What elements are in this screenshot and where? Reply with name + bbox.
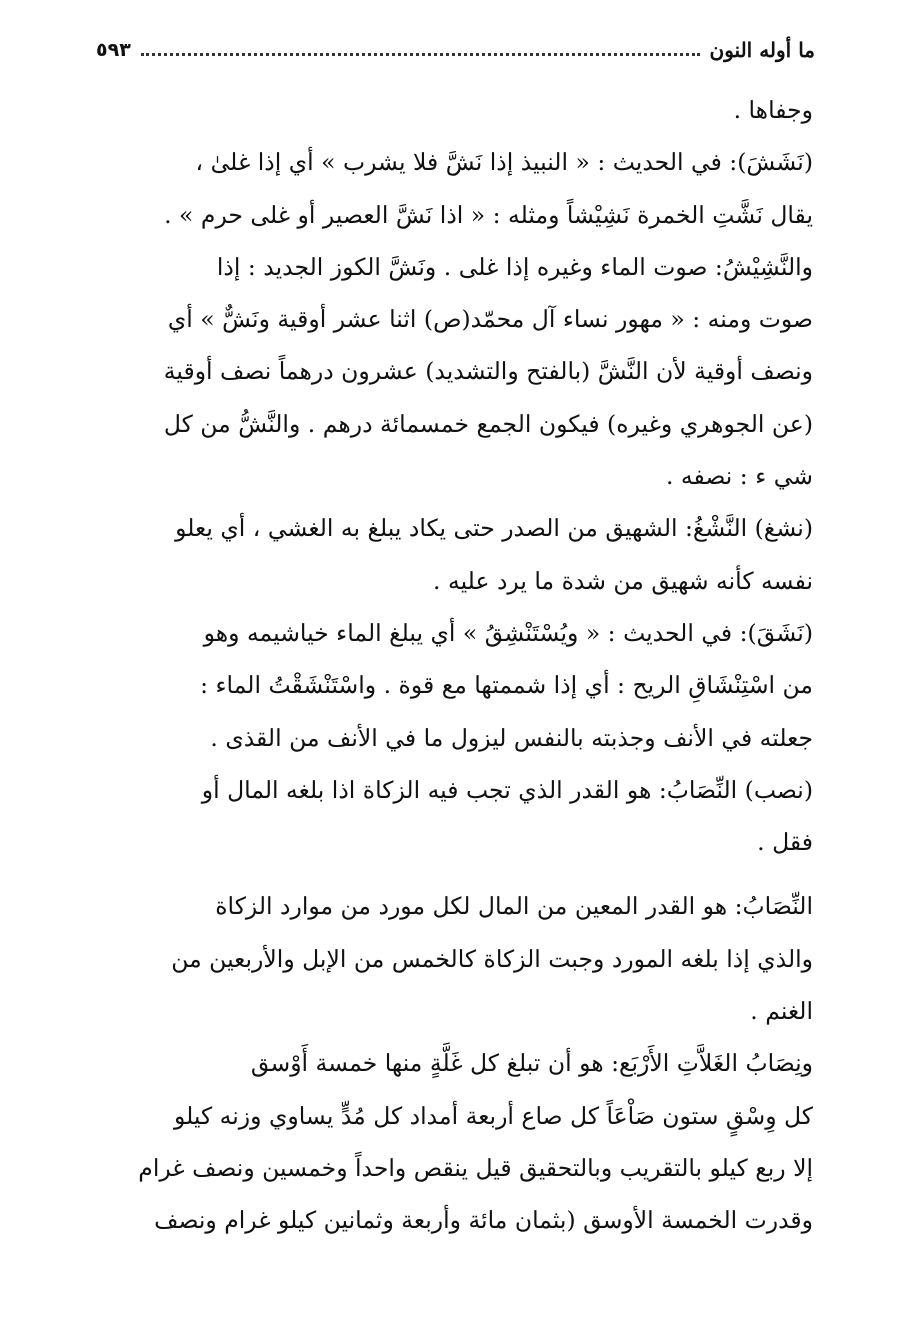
text-line: صوت ومنه : « مهور نساء آل محمّد(ص) اثنا عشر أوقية ونَشٌّ » أي [167, 305, 813, 334]
dot-leader [141, 53, 700, 56]
text-line: ونصف أوقية لأن النَّشَّ (بالفتح والتشديد) عشرون درهماً نصف أوقية [163, 357, 813, 386]
text-line: (نصب) النِّصَابُ: هو القدر الذي تجب فيه الزكاة اذا بلغه المال أو [201, 775, 813, 804]
page-body [88, 84, 813, 1247]
text-line: والذي إذا بلغه المورد وجبت الزكاة كالخمس من الإبل والأربعين من [171, 944, 813, 973]
text-line: النِّصَابُ: هو القدر المعين من المال لكل مورد من موارد الزكاة [215, 892, 813, 921]
text-line: ونِصَابُ الغَلاَّتِ الأَرْبَع: هو أن تبلغ كل غَلَّةٍ منها خمسة أَوْسق [250, 1049, 813, 1078]
text-line: جعلته في الأنف وجذبته بالنفس ليزول ما في الأنف من القذى . [210, 723, 813, 752]
text-line: (عن الجوهري وغيره) فيكون الجمع خمسمائة درهم . والنَّشُّ من كل [163, 409, 813, 438]
text-line: يقال نَشَّتِ الخمرة نَشِيْشاً ومثله : « اذا نَشَّ العصير أو غلى حرم » . [164, 200, 813, 229]
text-line: إلا ربع كيلو بالتقريب وبالتحقيق قيل ينقص واحداً وخمسين ونصف غرام [138, 1153, 813, 1182]
text-line: (نشغ) النَّشْغُ: الشهيق من الصدر حتى يكاد يبلغ به الغشي ، أي يعلو [175, 514, 813, 543]
text-line: والنَّشِيْشُ: صوت الماء وغيره إذا غلى . ونَشَّ الكوز الجديد : إذا [216, 252, 813, 281]
running-title: ما أوله النون [709, 38, 815, 62]
text-line: فقل . [757, 828, 813, 857]
text-line: وقدرت الخمسة الأوسق (بثمان مائة وأربعة وثمانين كيلو غرام ونصف [154, 1206, 813, 1235]
text-line: (نَشَقَ): في الحديث : « ويُسْتَنْشِقُ » أي يبلغ الماء خياشيمه وهو [203, 618, 813, 647]
text-line: كل وِسْقٍ ستون صَاْعَاً كل صاع أربعة أمداد كل مُدٍّ يساوي وزنه كيلو [173, 1101, 813, 1130]
page-header [96, 30, 815, 70]
text-line: الغنم . [750, 997, 813, 1026]
text-line: (نَشَشَ): في الحديث : « النبيذ إذا نَشَّ فلا يشرب » أي إذا غلىٰ ، [195, 148, 813, 177]
text-line: نفسه كأنه شهيق من شدة ما يرد عليه . [433, 566, 813, 595]
text-line: من اسْتِنْشَاقِ الريح : أي إذا شممتها مع قوة . واسْتَنْشَقْتُ الماء : [200, 671, 813, 700]
page-number: ٥٩٣ [96, 39, 131, 61]
text-line: وجفاها . [733, 96, 813, 124]
text-line: شي ء : نصفه . [665, 462, 813, 491]
paragraph-gap [88, 868, 813, 880]
